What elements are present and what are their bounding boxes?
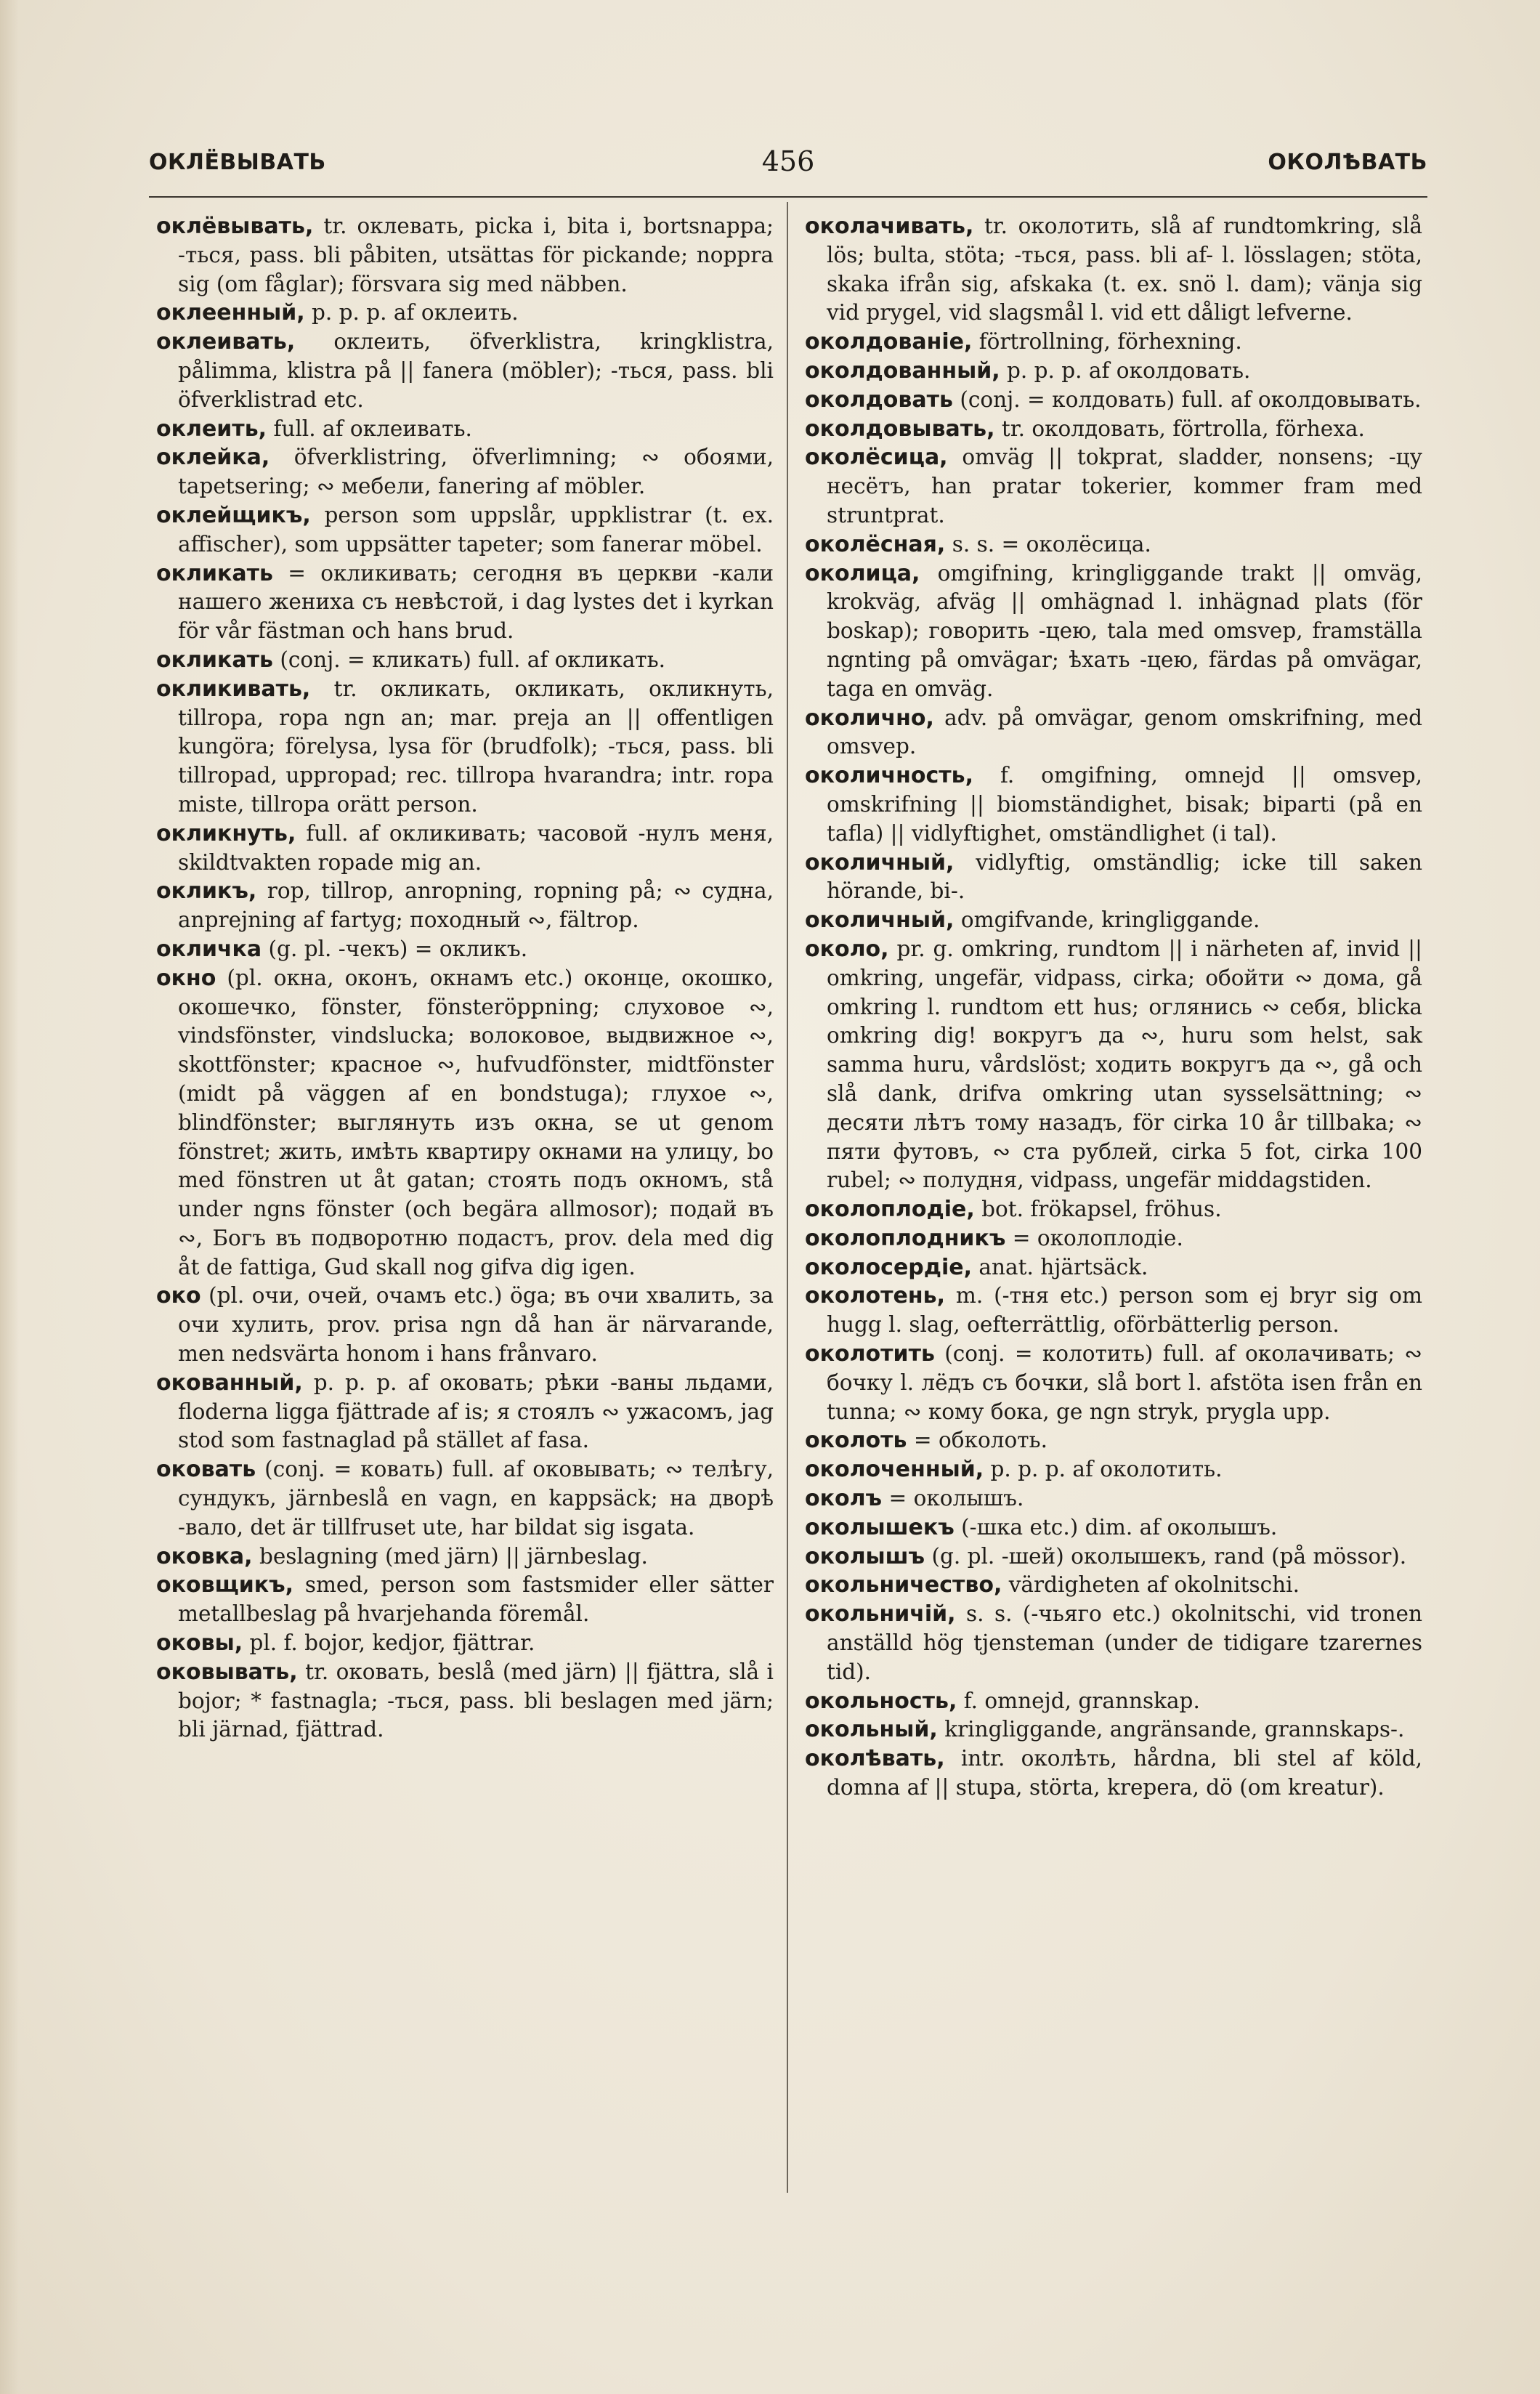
entry-definition: tr. окликать, окликать, окликнуть, tillropa, ropa ngn an; mar. preja an || offentligen kungöra; förelysa, lysa för (brudfolk); -ться, pass. bli tillropad, uppropad; rec. tillropa hvarandra; intr. ropa miste, tillropa orätt person.	[178, 676, 774, 817]
dictionary-entry	[805, 1195, 1422, 1224]
entry-definition: full. af оклеивать.	[267, 416, 472, 441]
dictionary-entry	[805, 1513, 1422, 1542]
entry-headword: окольность,	[805, 1688, 957, 1714]
dictionary-entry	[805, 704, 1422, 762]
dictionary-entry	[805, 1455, 1422, 1484]
entry-definition: omgifvande, kringliggande.	[954, 907, 1260, 933]
entry-definition: tr. околотить, slå af rundtomkring, slå lös; bulta, stöta; -ться, pass. bli af- l. lösslagen; stöta, skaka ifrån sig, afskaka (t. ex. snö l. dam); vänja sig vid prygel, vid slagsmål l. vid ett dåligt lefverne.	[827, 214, 1422, 325]
entry-definition: s. s. = околёсица.	[945, 531, 1151, 557]
dictionary-entry	[156, 964, 774, 1282]
dictionary-entry	[805, 761, 1422, 848]
entry-headword: околичность,	[805, 763, 974, 789]
entry-definition: tr. оковать, beslå (med järn) || fjättra, slå i bojor; * fastnagla; -ться, pass. bli beslagen med järn; bli järnad, fjättrad.	[178, 1659, 774, 1742]
entry-headword: околотить	[805, 1341, 935, 1367]
entry-definition: (g. pl. -чекъ) = окликъ.	[262, 936, 528, 961]
entry-headword: оковывать,	[156, 1659, 298, 1685]
entry-headword: околёсица,	[805, 445, 948, 471]
entry-definition: (conj. = кликать) full. af окликать.	[272, 647, 666, 672]
entry-definition: (conj. = ковать) full. af оковывать; ∾ телѣгу, сундукъ, järnbeslå en vagn, en kappsäck; на дворѣ -вало, det är tillfruset ute, har bildat sig isgata.	[178, 1457, 774, 1540]
dictionary-entry	[156, 1369, 774, 1455]
entry-definition: öfverklistring, öfverlimning; ∾ обоями, tapetsering; ∾ мебели, fanering af möbler.	[178, 445, 774, 499]
dictionary-entry	[156, 501, 774, 559]
entry-definition: kringliggande, angränsande, grannskaps-.	[937, 1717, 1405, 1742]
entry-definition: tr. оклевать, picka i, bita i, bortsnappa; -ться, pass. bli påbiten, utsättas för pickande; noppra sig (om fåglar); försvara sig med näbben.	[178, 214, 774, 296]
entry-headword: окольный,	[805, 1717, 938, 1743]
entry-definition: p. p. p. af оковать; рѣки -ваны льдами, floderna ligga fjättrade af is; я стоялъ ∾ ужасомъ, jag stod som fastnaglad på stället af fasa.	[178, 1370, 774, 1453]
entry-definition: = околоплодіе.	[1005, 1225, 1183, 1250]
dictionary-entry	[805, 1282, 1422, 1340]
right-column	[805, 212, 1422, 1803]
dictionary-entry	[805, 1484, 1422, 1513]
dictionary-entry	[805, 530, 1422, 559]
entry-headword: околышекъ	[805, 1514, 955, 1540]
page-edge-shadow	[0, 0, 19, 2394]
dictionary-entry	[156, 1658, 774, 1744]
entry-definition: s. s. (-чьяго etc.) okolnitschi, vid tronen anställd hög tjensteman (under de tidigare tzarernes tid).	[827, 1601, 1422, 1684]
page-number: 456	[761, 145, 815, 177]
dictionary-entry	[805, 1426, 1422, 1455]
entry-headword: околёсная,	[805, 531, 946, 557]
dictionary-entry	[805, 559, 1422, 704]
header-rule	[149, 196, 1427, 198]
dictionary-entry	[156, 443, 774, 501]
entry-definition: (pl. очи, очей, очамъ etc.) öga; въ очи хвалить, за очи хулить, prov. prisa ngn då han är närvarande, men nedsvärta honom i hans frånvaro.	[178, 1283, 774, 1367]
entry-definition: = околышъ.	[882, 1486, 1024, 1511]
dictionary-entry	[805, 443, 1422, 530]
entry-definition: pl. f. bojor, kedjor, fjättrar.	[243, 1630, 535, 1656]
entry-definition: p. p. p. af околдовать.	[1000, 357, 1251, 383]
entry-headword: околица,	[805, 560, 920, 586]
entry-definition: (g. pl. -шей) околышекъ, rand (på mössor).	[925, 1543, 1407, 1569]
entry-headword: оклеенный,	[156, 300, 305, 326]
column-divider	[787, 202, 788, 2193]
running-header	[149, 142, 1427, 193]
entry-headword: околичный,	[805, 907, 955, 934]
entry-headword: околотень,	[805, 1283, 945, 1309]
entry-headword: околоть	[805, 1428, 907, 1454]
dictionary-entry	[805, 1600, 1422, 1686]
entry-definition: smed, person som fastsmider eller sätter metallbeslag på hvarjehanda föremål.	[178, 1572, 774, 1627]
dictionary-entry	[805, 1571, 1422, 1600]
dictionary-entry	[805, 1253, 1422, 1282]
entry-definition: omväg || tokprat, sladder, nonsens; -цу несётъ, han pratar tokerier, kommer fram med struntprat.	[827, 445, 1422, 527]
dictionary-entry	[805, 1744, 1422, 1803]
dictionary-entry	[805, 1340, 1422, 1426]
entry-definition: full. af окликивать; часовой -нулъ меня, skildtvakten ropade mig an.	[178, 820, 774, 875]
entry-headword: околѣвать,	[805, 1746, 945, 1772]
entry-definition: bot. frökapsel, fröhus.	[974, 1197, 1222, 1222]
entry-headword: оковщикъ,	[156, 1572, 294, 1598]
dictionary-entry	[156, 212, 774, 299]
entry-definition: rop, tillrop, anropning, ropning på; ∾ судна, anprejning af fartyg; походный ∾, fältrop.	[178, 878, 774, 933]
dictionary-entry	[805, 1687, 1422, 1716]
dictionary-entry	[156, 559, 774, 646]
entry-headword: околосердіе,	[805, 1254, 973, 1280]
dictionary-entry	[805, 935, 1422, 1195]
entry-headword: окованный,	[156, 1370, 303, 1396]
entry-headword: околичный,	[805, 849, 955, 875]
entry-definition: värdigheten af okolnitschi.	[1002, 1572, 1300, 1598]
entry-definition: omgifning, kringliggande trakt || omväg, krokväg, afväg || omhägnad l. inhägnad plats (för boskap); говорить -цею, tala med omsvep, framställa ngnting på omvägar; ѣхать -цею, färdas på omvägar, taga en omväg.	[827, 560, 1422, 701]
dictionary-entry	[156, 1629, 774, 1658]
entry-definition: p. p. p. af оклеить.	[304, 300, 519, 325]
header-right-guideword: ОКОЛѢВАТЬ	[1268, 150, 1427, 175]
dictionary-entry	[805, 415, 1422, 444]
entry-headword: окличка	[156, 936, 262, 962]
dictionary-entry	[805, 386, 1422, 415]
entry-headword: околышъ	[805, 1543, 925, 1569]
entry-headword: окно	[156, 965, 216, 991]
entry-headword: оковы,	[156, 1630, 243, 1657]
entry-definition: anat. hjärtsäck.	[972, 1254, 1148, 1279]
dictionary-entry	[156, 299, 774, 328]
dictionary-entry	[805, 906, 1422, 935]
entry-headword: оклейка,	[156, 445, 270, 471]
dictionary-entry	[805, 357, 1422, 386]
dictionary-entry	[156, 328, 774, 414]
entry-definition: f. omgifning, omnejd || omsvep, omskrifning || biomständighet, bisak; biparti (på en tafla) || vidlyftighet, omständlighet (i tal).	[827, 763, 1422, 846]
entry-headword: око	[156, 1283, 201, 1309]
entry-definition: intr. околѣть, hårdna, bli stel af köld, domna af || stupa, störta, krepera, dö (om kreatur).	[827, 1746, 1422, 1800]
entry-headword: околдовать	[805, 387, 953, 413]
entry-headword: оклеивать,	[156, 329, 296, 355]
entry-headword: оклейщикъ,	[156, 502, 311, 528]
entry-definition: person som uppslår, uppklistrar (t. ex. affischer), som uppsätter tapeter; som fanerar möbel.	[178, 502, 774, 557]
left-column	[156, 212, 774, 1744]
entry-headword: оковка,	[156, 1543, 253, 1569]
dictionary-entry	[156, 675, 774, 820]
entry-headword: окольничій,	[805, 1601, 956, 1627]
entry-definition: (pl. окна, оконъ, окнамъ etc.) оконце, окошко, окошечко, fönster, fönsteröppning; слуховое ∾, vindsfönster, vindslucka; волоковое, выдвижное ∾, skottfönster; красное ∾, hufvudfönster, midtfönster (midt på väggen af en bondstuga); глухое ∾, blindfönster; выглянуть изъ окна, se ut genom fönstret; жить, имѣть квартиру окнами на улицу, bo med fönstren ut åt gatan; стоять подъ окномъ, stå under ngns fönster (och begära allmosor); подай въ ∾, Богъ въ подворотню подастъ, prov. dela med dig åt de fattiga, Gud skall nog gifva dig igen.	[178, 965, 774, 1279]
entry-headword: околоченный,	[805, 1457, 984, 1483]
entry-headword: околдованіе,	[805, 329, 973, 355]
entry-headword: около,	[805, 936, 889, 962]
entry-definition: m. (-тня etc.) person som ej bryr sig om hugg l. slag, oefterrättlig, oförbätterlig person.	[827, 1283, 1422, 1338]
entry-headword: околдовывать,	[805, 416, 995, 442]
entry-definition: = обколоть.	[907, 1428, 1047, 1453]
dictionary-entry	[805, 328, 1422, 357]
entry-definition: p. p. p. af околотить.	[984, 1457, 1223, 1482]
entry-headword: окликать	[156, 560, 273, 586]
entry-definition: tr. околдовать, förtrolla, förhexa.	[994, 416, 1365, 441]
entry-definition: (conj. = колдовать) full. af околдовывать.	[952, 387, 1422, 412]
dictionary-entry	[805, 1715, 1422, 1744]
entry-definition: f. omnejd, grannskap.	[957, 1688, 1200, 1713]
entry-headword: околично,	[805, 705, 934, 731]
entry-definition: adv. på omvägar, genom omskrifning, med omsvep.	[827, 705, 1422, 759]
entry-headword: оковать	[156, 1457, 256, 1483]
dictionary-entry	[156, 415, 774, 444]
entry-headword: окликать	[156, 647, 273, 673]
entry-headword: околъ	[805, 1486, 883, 1512]
entry-definition: vidlyftig, omständlig; icke till saken hörande, bi-.	[827, 849, 1422, 904]
dictionary-entry	[156, 877, 774, 935]
dictionary-entry	[805, 849, 1422, 907]
entry-definition: pr. g. omkring, rundtom || i närheten af, invid || omkring, ungefär, vidpass, cirka; обойти ∾ дома, gå omkring l. rundtom ett hus; оглянись ∾ себя, blicka omkring dig! вокругъ да ∾, huru som helst, sak samma huru, vårdslöst; ходить вокругъ да ∾, gå och slå dank, drifva omkring utan sysselsättning; ∾ десяти лѣтъ тому назадъ, för cirka 10 år tillbaka; ∾ пяти футовъ, ∾ ста рублей, cirka 5 fot, cirka 100 rubel; ∾ полудня, vidpass, ungefär middagstiden.	[827, 936, 1422, 1193]
dictionary-entry	[156, 1455, 774, 1542]
entry-headword: околдованный,	[805, 357, 1000, 384]
entry-definition: beslagning (med järn) || järnbeslag.	[252, 1543, 648, 1569]
entry-definition: = окликивать; сегодня въ церкви -кали нашего жениха съ невѣстой, i dag lystes det i kyrkan för vår fästman och hans brud.	[178, 560, 774, 644]
dictionary-entry	[156, 820, 774, 878]
entry-definition: оклеить, öfverklistra, kringklistra, pålimma, klistra på || fanera (möbler); -ться, pass. bli öfverklistrad etc.	[178, 329, 774, 412]
entry-headword: околоплодникъ	[805, 1225, 1006, 1251]
dictionary-entry	[805, 1542, 1422, 1572]
header-left-guideword: ОКЛЁВЫВАТЬ	[149, 150, 326, 175]
entry-definition: förtrollning, förhexning.	[972, 329, 1242, 355]
entry-headword: оклёвывать,	[156, 214, 314, 239]
dictionary-entry	[156, 1282, 774, 1368]
dictionary-entry	[156, 646, 774, 675]
dictionary-entry	[156, 1571, 774, 1629]
entry-definition: (-шка etc.) dim. af околышъ.	[954, 1514, 1278, 1540]
entry-headword: оклеить,	[156, 416, 267, 442]
entry-headword: окликъ,	[156, 878, 257, 905]
dictionary-entry	[156, 1542, 774, 1572]
entry-headword: околачивать,	[805, 214, 974, 239]
dictionary-entry	[805, 212, 1422, 328]
entry-headword: окликивать,	[156, 676, 311, 702]
entry-definition: (conj. = колотить) full. af околачивать; ∾ бочку l. лёдъ съ бочки, slå bort l. afstöta isen från en tunna; ∾ кому бока, ge ngn stryk, prygla upp.	[827, 1341, 1422, 1424]
entry-headword: околоплодіе,	[805, 1197, 975, 1223]
entry-headword: окликнуть,	[156, 820, 296, 846]
dictionary-entry	[156, 935, 774, 964]
dictionary-entry	[805, 1224, 1422, 1253]
entry-headword: окольничество,	[805, 1572, 1002, 1598]
